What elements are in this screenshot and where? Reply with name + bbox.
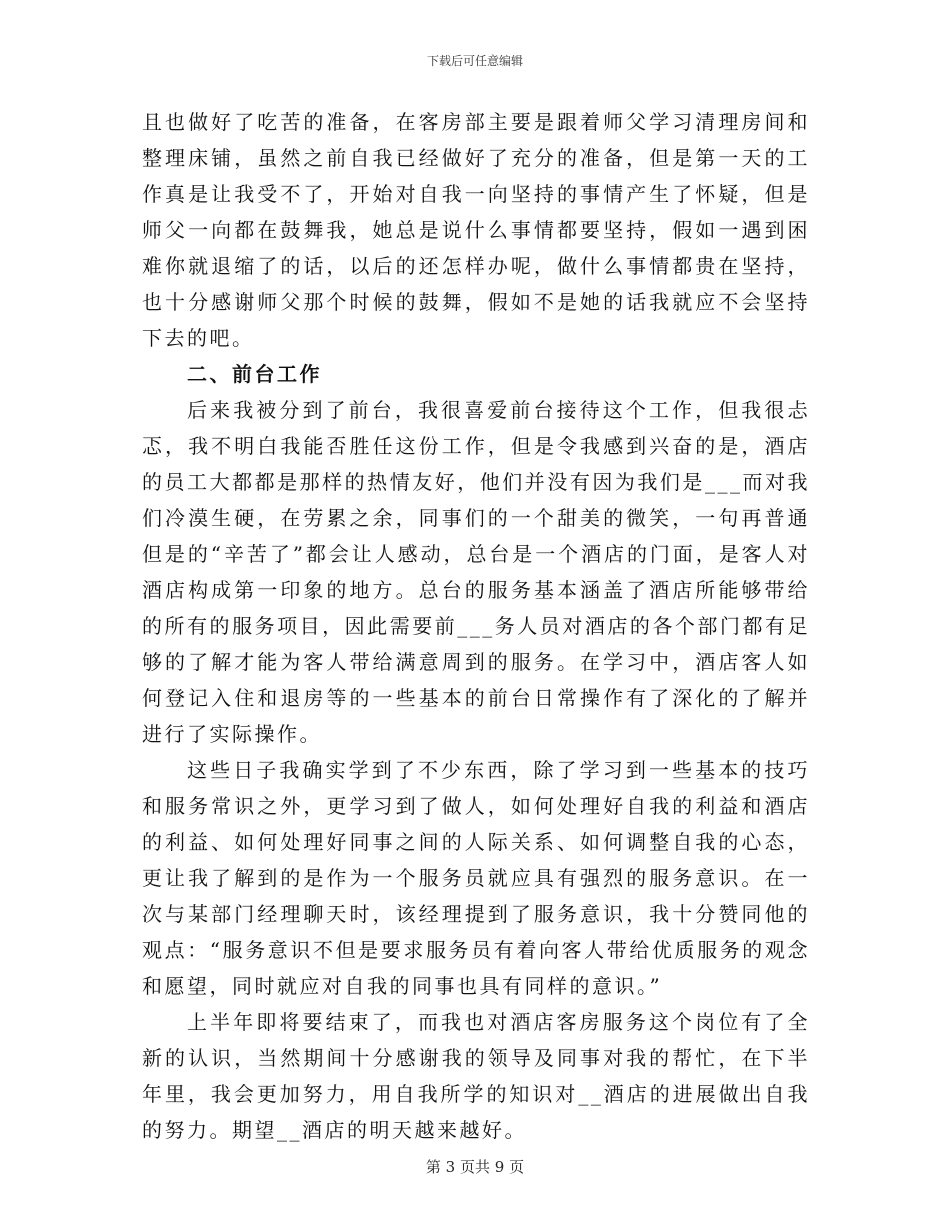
page-header-note: 下载后可任意编辑 [426,54,523,68]
paragraph-closing: 上半年即将要结束了，而我也对酒店客房服务这个岗位有了全新的认识，当然期间十分感谢我的领导及同事对我的帮忙，在下半年里，我会更加努力，用自我所学的知识对__酒店的进展做出自我的努力。期望__酒店的明天越来越好。 [142,1010,810,1142]
document-body [142,104,810,1148]
paragraph-continued: 且也做好了吃苦的准备，在客房部主要是跟着师父学习清理房间和整理床铺，虽然之前自我已经做好了充分的准备，但是第一天的工作真是让我受不了，开始对自我一向坚持的事情产生了怀疑，但是师父一向都在鼓舞我，她总是说什么事情都要坚持，假如一遇到困难你就退缩了的话，以后的还怎样办呢，做什么事情都贵在坚持，也十分感谢师父那个时候的鼓舞，假如不是她的话我就应不会坚持下去的吧。 [142,110,810,350]
page-number: 第 3 页共 9 页 [425,1158,525,1176]
section-heading: 二、前台工作 [187,362,322,386]
paragraph-learning: 这些日子我确实学到了不少东西，除了学习到一些基本的技巧和服务常识之外，更学习到了做人，如何处理好自我的利益和酒店的利益、如何处理好同事之间的人际关系、如何调整自我的心态，更让我了解到的是作为一个服务员就应具有强烈的服务意识。在一次与某部门经理聊天时，该经理提到了服务意识，我十分赞同他的观点：“服务意识不但是要求服务员有着向客人带给优质服务的观念和愿望，同时就应对自我的同事也具有同样的意识。” [142,758,810,998]
paragraph-front-desk: 后来我被分到了前台，我很喜爱前台接待这个工作，但我很忐忑，我不明白我能否胜任这份工作，但是令我感到兴奋的是，酒店的员工大都都是那样的热情友好，他们并没有因为我们是___而对我们冷漠生硬，在劳累之余，同事们的一个甜美的微笑，一句再普通但是的“辛苦了”都会让人感动，总台是一个酒店的门面，是客人对酒店构成第一印象的地方。总台的服务基本涵盖了酒店所能够带给的所有的服务项目，因此需要前___务人员对酒店的各个部门都有足够的了解才能为客人带给满意周到的服务。在学习中，酒店客人如何登记入住和退房等的一些基本的前台日常操作有了深化的了解并进行了实际操作。 [142,398,810,746]
